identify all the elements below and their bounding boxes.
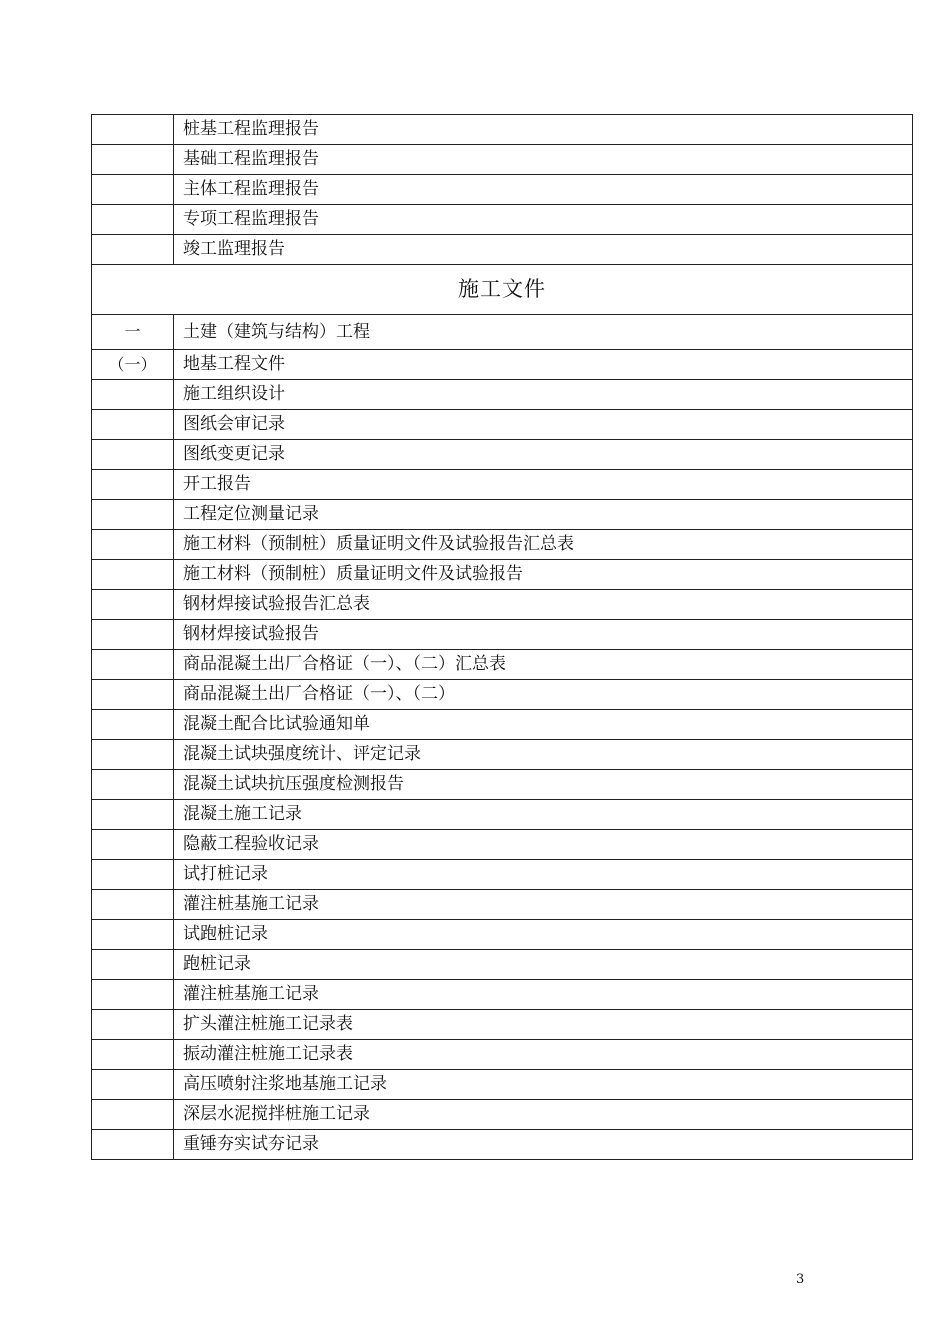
row-title-cell: 灌注桩基施工记录: [174, 890, 913, 920]
row-number-cell: [92, 740, 174, 770]
row-title-cell: 施工组织设计: [174, 380, 913, 410]
table-row: [92, 470, 913, 500]
row-title-cell: 竣工监理报告: [174, 235, 913, 265]
row-title-cell: 施工材料（预制桩）质量证明文件及试验报告汇总表: [174, 530, 913, 560]
row-title-cell: 基础工程监理报告: [174, 145, 913, 175]
row-title-cell: 开工报告: [174, 470, 913, 500]
chapter-row: [92, 315, 913, 350]
table-row: [92, 920, 913, 950]
table-row: [92, 380, 913, 410]
row-number-cell: [92, 1100, 174, 1130]
row-title-cell: 商品混凝土出厂合格证（一）、（二）汇总表: [174, 650, 913, 680]
document-list-table: [91, 114, 913, 1160]
row-title-cell: 扩头灌注桩施工记录表: [174, 1010, 913, 1040]
row-number-cell: [92, 560, 174, 590]
row-title-cell: 工程定位测量记录: [174, 500, 913, 530]
row-title-cell: 桩基工程监理报告: [174, 115, 913, 145]
row-title-cell: 重锤夯实试夯记录: [174, 1130, 913, 1160]
row-title-cell: 深层水泥搅拌桩施工记录: [174, 1100, 913, 1130]
row-number-cell: [92, 920, 174, 950]
row-number-cell: [92, 115, 174, 145]
row-title-cell: 试打桩记录: [174, 860, 913, 890]
row-title-cell: 隐蔽工程验收记录: [174, 830, 913, 860]
row-number-cell: [92, 980, 174, 1010]
table-row: [92, 680, 913, 710]
table-row: [92, 890, 913, 920]
table-row: [92, 1010, 913, 1040]
row-title-cell: 高压喷射注浆地基施工记录: [174, 1070, 913, 1100]
table-row: [92, 205, 913, 235]
table-row: [92, 710, 913, 740]
row-number-cell: [92, 1130, 174, 1160]
row-number-cell: [92, 830, 174, 860]
row-title-cell: 混凝土施工记录: [174, 800, 913, 830]
table-row: [92, 500, 913, 530]
row-title-cell: 商品混凝土出厂合格证（一）、（二）: [174, 680, 913, 710]
section-title: 施工文件: [92, 265, 913, 315]
row-title-cell: 钢材焊接试验报告汇总表: [174, 590, 913, 620]
table-row: [92, 860, 913, 890]
row-number-cell: [92, 440, 174, 470]
table-row: [92, 440, 913, 470]
row-number-cell: [92, 710, 174, 740]
row-title-cell: 混凝土试块抗压强度检测报告: [174, 770, 913, 800]
table-row: [92, 115, 913, 145]
table-row: [92, 560, 913, 590]
row-title-cell: 专项工程监理报告: [174, 205, 913, 235]
row-title-cell: 钢材焊接试验报告: [174, 620, 913, 650]
section-header-row: [92, 265, 913, 315]
row-title-cell: 振动灌注桩施工记录表: [174, 1040, 913, 1070]
table-row: [92, 950, 913, 980]
chapter-number: 一: [92, 315, 174, 350]
table-row: [92, 1100, 913, 1130]
table-row: [92, 235, 913, 265]
table-row: [92, 1040, 913, 1070]
row-title-cell: 主体工程监理报告: [174, 175, 913, 205]
row-number-cell: [92, 410, 174, 440]
table-body: [92, 115, 913, 1160]
row-title-cell: 灌注桩基施工记录: [174, 980, 913, 1010]
row-number-cell: [92, 235, 174, 265]
row-title-cell: 混凝土试块强度统计、评定记录: [174, 740, 913, 770]
row-number-cell: [92, 770, 174, 800]
row-title-cell: 图纸会审记录: [174, 410, 913, 440]
table-row: [92, 530, 913, 560]
row-title-cell: 施工材料（预制桩）质量证明文件及试验报告: [174, 560, 913, 590]
table-row: [92, 980, 913, 1010]
table-row: [92, 590, 913, 620]
row-number-cell: [92, 470, 174, 500]
subsection-title: 地基工程文件: [174, 350, 913, 380]
row-number-cell: [92, 380, 174, 410]
table-row: [92, 175, 913, 205]
table-row: [92, 620, 913, 650]
table-row: [92, 800, 913, 830]
row-title-cell: 混凝土配合比试验通知单: [174, 710, 913, 740]
row-number-cell: [92, 800, 174, 830]
row-title-cell: 跑桩记录: [174, 950, 913, 980]
page-number: 3: [796, 1272, 805, 1287]
row-title-cell: 试跑桩记录: [174, 920, 913, 950]
subsection-row: [92, 350, 913, 380]
table-row: [92, 830, 913, 860]
table-row: [92, 1070, 913, 1100]
row-number-cell: [92, 680, 174, 710]
row-number-cell: [92, 500, 174, 530]
row-number-cell: [92, 1070, 174, 1100]
row-title-cell: 图纸变更记录: [174, 440, 913, 470]
row-number-cell: [92, 1040, 174, 1070]
subsection-number: （一）: [92, 350, 174, 380]
row-number-cell: [92, 950, 174, 980]
chapter-title: 土建（建筑与结构）工程: [174, 315, 913, 350]
table-row: [92, 145, 913, 175]
table-row: [92, 1130, 913, 1160]
row-number-cell: [92, 1010, 174, 1040]
row-number-cell: [92, 890, 174, 920]
table-row: [92, 410, 913, 440]
row-number-cell: [92, 620, 174, 650]
row-number-cell: [92, 590, 174, 620]
table-row: [92, 770, 913, 800]
table-row: [92, 650, 913, 680]
row-number-cell: [92, 145, 174, 175]
row-number-cell: [92, 205, 174, 235]
row-number-cell: [92, 530, 174, 560]
row-number-cell: [92, 860, 174, 890]
row-number-cell: [92, 175, 174, 205]
row-number-cell: [92, 650, 174, 680]
table-row: [92, 740, 913, 770]
